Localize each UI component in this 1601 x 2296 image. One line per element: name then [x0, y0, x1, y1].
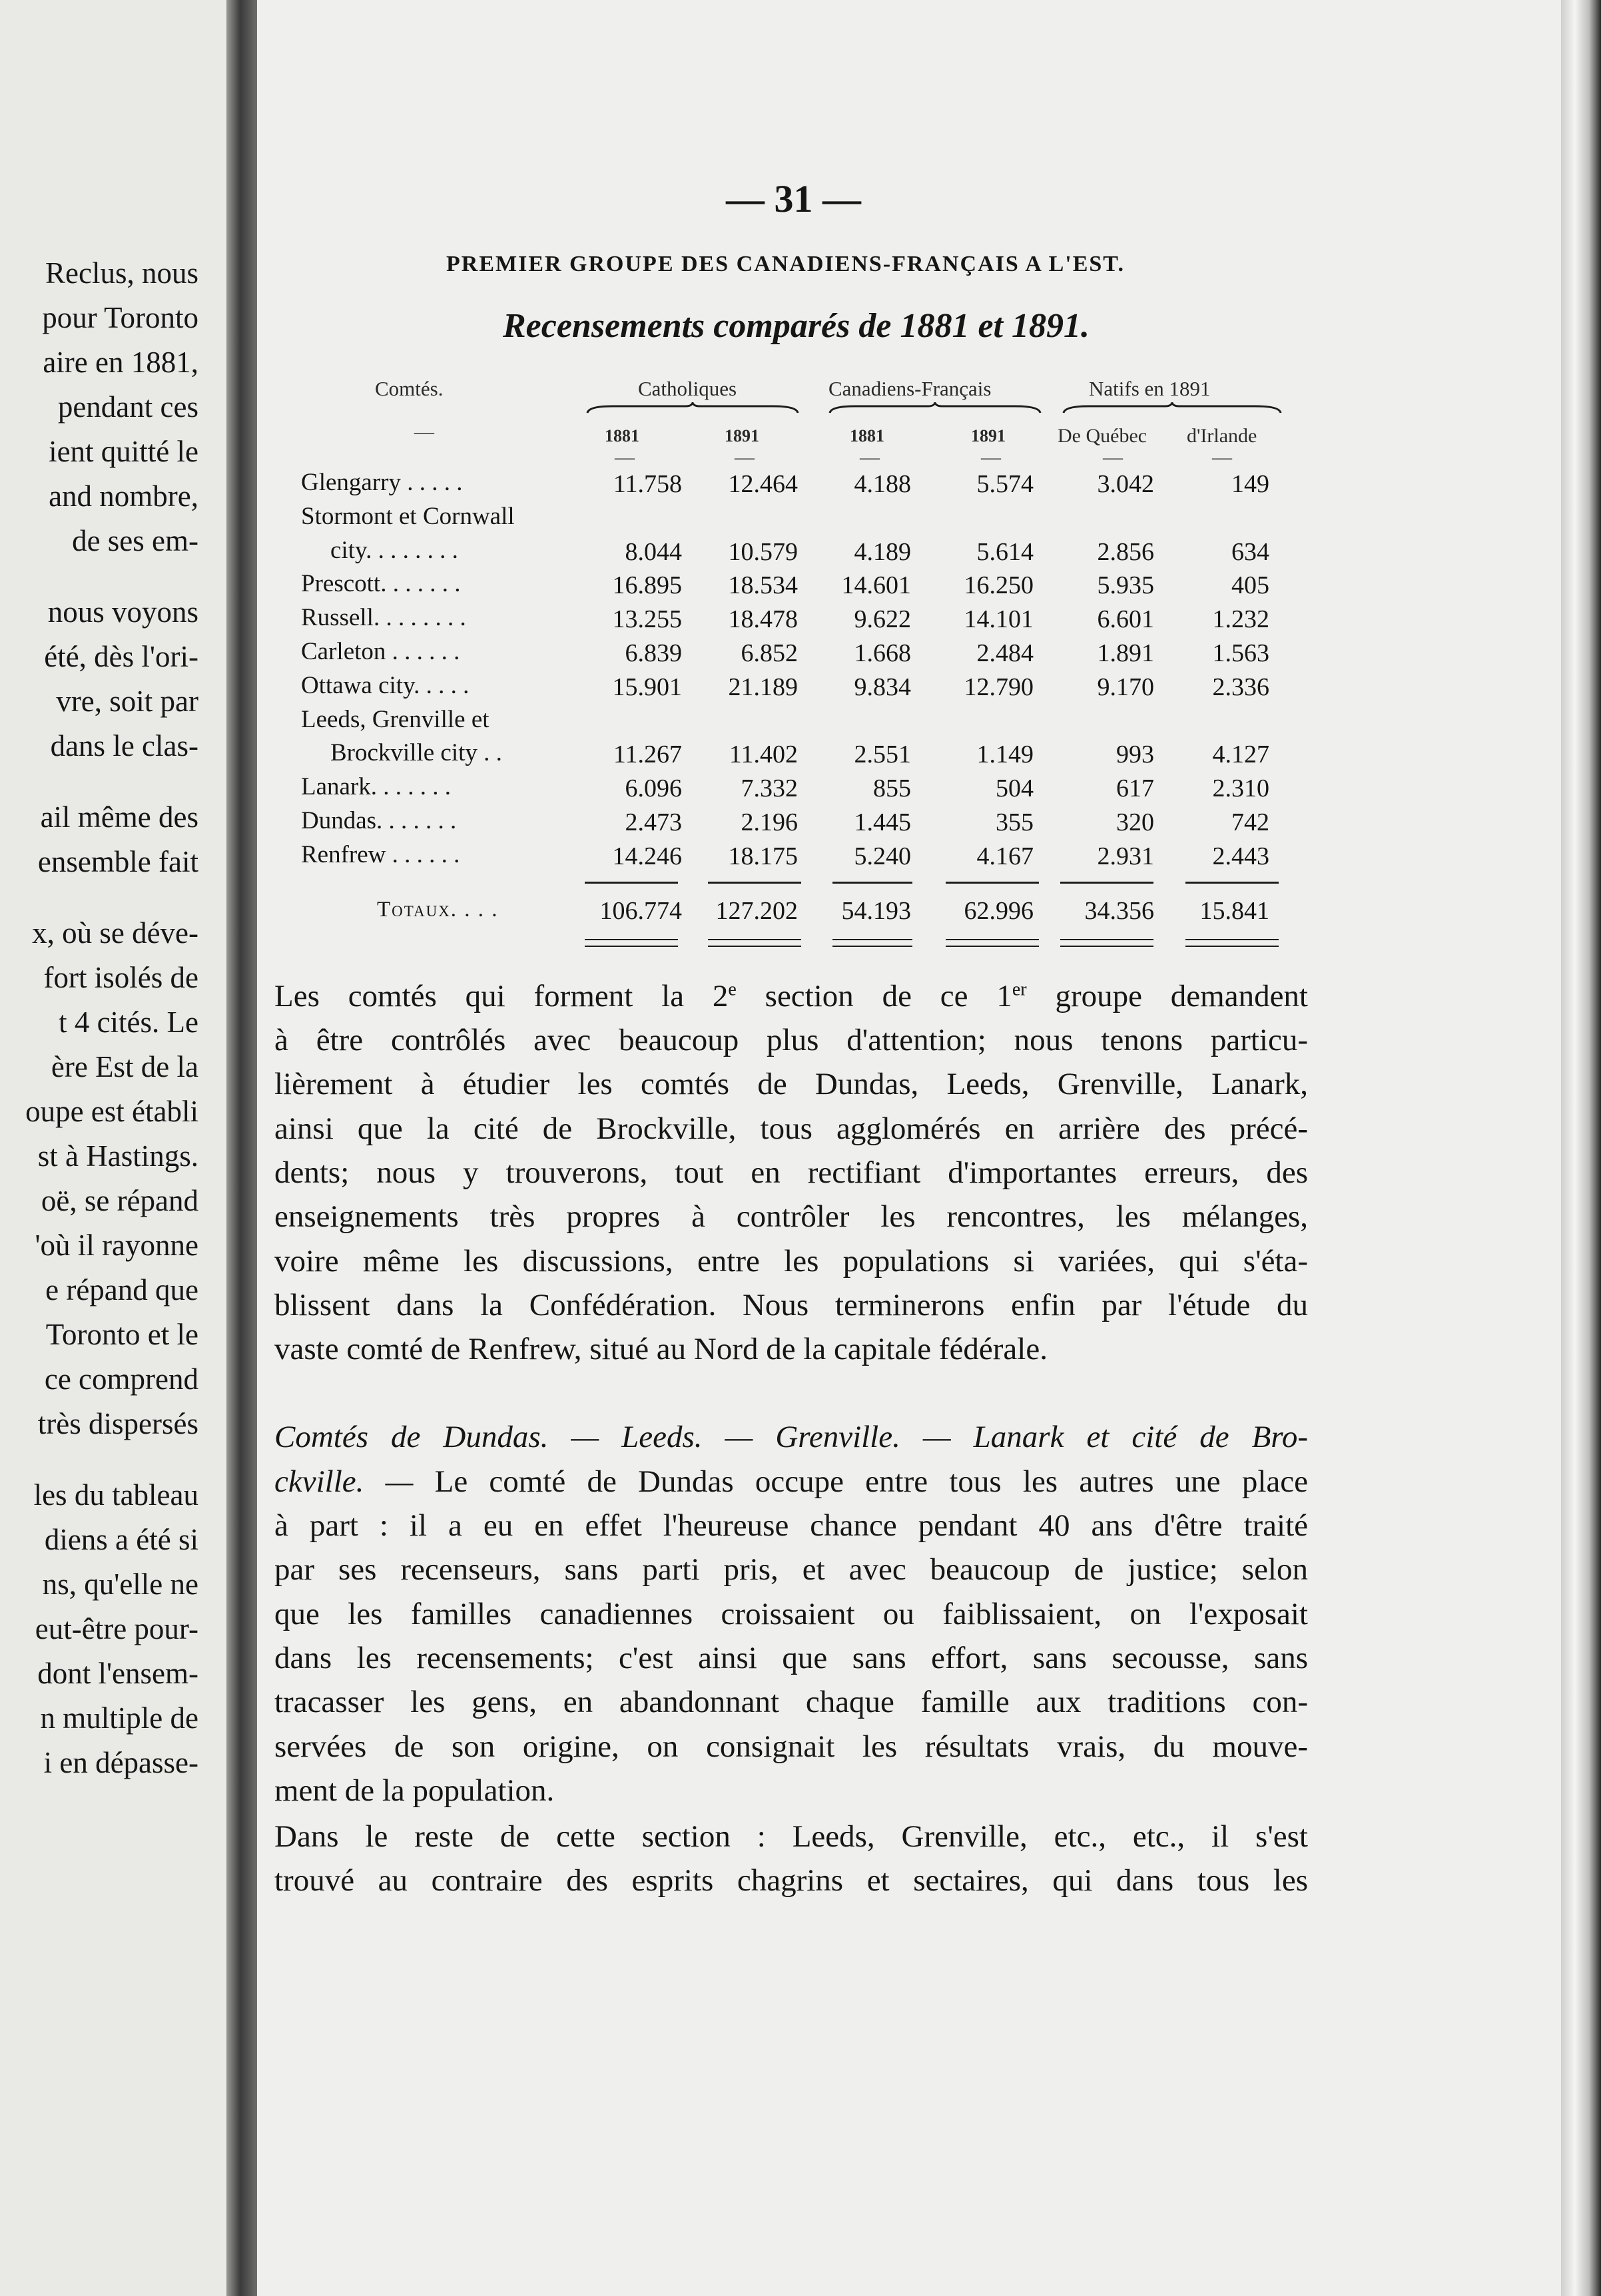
table-row-name: Russell. . . . . . . . — [301, 604, 466, 632]
section-heading: PREMIER GROUPE DES CANADIENS-FRANÇAIS A L'EST. — [446, 252, 1125, 276]
facing-page-line: e répand que — [45, 1273, 198, 1306]
table-cell: 5.574 — [976, 470, 1034, 498]
totals-cell: 15.841 — [1199, 897, 1269, 925]
table-cell: 2.443 — [1212, 842, 1269, 870]
table-cell: 1.891 — [1097, 639, 1154, 667]
facing-page-line: diens a été si — [44, 1523, 198, 1556]
table-cell: 9.834 — [854, 673, 911, 701]
table-cell: 7.332 — [741, 774, 798, 803]
table-cell: 1.149 — [976, 740, 1034, 769]
table-cell: 12.464 — [728, 470, 798, 498]
facing-page-line: ère Est de la — [51, 1050, 198, 1083]
rule — [708, 882, 801, 884]
rule — [708, 946, 801, 947]
dash: — — [981, 446, 1001, 468]
table-row-name: Stormont et Cornwall — [301, 502, 515, 530]
table-cell: 6.601 — [1097, 605, 1154, 634]
dash: — — [735, 446, 755, 468]
table-row-name: Lanark. . . . . . . — [301, 773, 452, 801]
page-number: — 31 — — [726, 177, 861, 220]
table-cell: 11.758 — [613, 470, 682, 498]
table-row-name: Ottawa city. . . . . — [301, 671, 470, 699]
facing-page-line: pour Toronto — [42, 301, 198, 334]
table-cell: 742 — [1231, 808, 1269, 836]
rule — [946, 882, 1039, 884]
facing-page-line: oë, se répand — [41, 1184, 198, 1217]
facing-page-line: ns, qu'elle ne — [42, 1568, 198, 1601]
table-cell: 8.044 — [625, 537, 682, 566]
table-cell: 4.127 — [1212, 740, 1269, 769]
rule — [1185, 939, 1279, 940]
rule — [1060, 882, 1153, 884]
facing-page-line: ient quitté le — [49, 435, 198, 468]
facing-page-line: oupe est établi — [25, 1095, 198, 1128]
table-cell: 2.931 — [1097, 842, 1154, 870]
rule — [585, 882, 678, 884]
table-cell: 1.445 — [854, 808, 911, 836]
table-row-name: Renfrew . . . . . . — [301, 840, 460, 868]
table-cell: 4.188 — [854, 470, 911, 498]
table-row-name: Prescott. . . . . . . — [301, 570, 461, 598]
table-cell: 504 — [996, 774, 1034, 803]
table-cell: 18.534 — [728, 571, 798, 600]
paragraph-line: à part : il a eu en effet l'heureuse chance pendant 40 ans d'être traité — [274, 1508, 1308, 1543]
rule — [585, 939, 678, 940]
facing-page-line: x, où se déve- — [32, 916, 198, 950]
paragraph-line: ckville. — Le comté de Dundas occupe entre tous les autres une place — [274, 1464, 1308, 1499]
table-cell: 1.668 — [854, 639, 911, 667]
subheader-de-quebec: De Québec — [1058, 425, 1147, 447]
facing-page-line: Toronto et le — [45, 1318, 198, 1351]
table-cell: 11.402 — [729, 740, 798, 769]
paragraph-line: dans les recensements; c'est ainsi que sans effort, sans secousse, sans — [274, 1640, 1308, 1675]
paragraph-line: ainsi que la cité de Brockville, tous agglomérés en arrière des précé- — [274, 1111, 1308, 1146]
facing-page-line: ail même des — [40, 800, 198, 834]
table-cell: 13.255 — [612, 605, 682, 634]
facing-page-line: nous voyons — [47, 595, 198, 629]
table-cell: 634 — [1231, 537, 1269, 566]
table-cell: 2.551 — [854, 740, 911, 769]
facing-page-line: les du tableau — [33, 1478, 198, 1512]
table-cell: 617 — [1116, 774, 1154, 803]
facing-page — [0, 0, 226, 2296]
table-cell: 149 — [1231, 470, 1269, 498]
subheader-d-irlande: d'Irlande — [1187, 425, 1257, 447]
rule — [946, 946, 1039, 947]
rule — [832, 882, 912, 884]
table-cell: 15.901 — [612, 673, 682, 701]
rule — [832, 946, 912, 947]
group-canadiens-francais: Canadiens-Français — [828, 377, 992, 400]
facing-page-line: n multiple de — [40, 1701, 198, 1735]
paragraph-line: tracasser les gens, en abandonnant chaque famille aux traditions con- — [274, 1685, 1308, 1720]
table-cell: 6.852 — [741, 639, 798, 667]
table-cell: 2.473 — [625, 808, 682, 836]
paragraph-line: trouvé au contraire des esprits chagrins et sectaires, qui dans tous les — [274, 1863, 1308, 1898]
facing-page-line: aire en 1881, — [43, 346, 198, 379]
dash: — — [615, 446, 635, 468]
table-cell: 2.196 — [741, 808, 798, 836]
totals-cell: 106.774 — [599, 897, 682, 925]
table-cell: 11.267 — [613, 740, 682, 769]
paragraph-line: lièrement à étudier les comtés de Dundas, Leeds, Grenville, Lanark, — [274, 1067, 1308, 1102]
table-cell: 993 — [1116, 740, 1154, 769]
table-cell: 4.189 — [854, 537, 911, 566]
table-cell: 18.478 — [728, 605, 798, 634]
table-cell: 6.839 — [625, 639, 682, 667]
table-cell: 6.096 — [625, 774, 682, 803]
paragraph-line: vaste comté de Renfrew, situé au Nord de la capitale fédérale. — [274, 1332, 1048, 1367]
paragraph-line: servées de son origine, on consignait les résultats vrais, du mouve- — [274, 1729, 1308, 1764]
table-cell: 2.336 — [1212, 673, 1269, 701]
facing-page-line: and nombre, — [49, 479, 198, 513]
facing-page-line: 'où il rayonne — [35, 1229, 198, 1262]
table-cell: 9.170 — [1097, 673, 1154, 701]
paragraph-line: Dans le reste de cette section : Leeds, Grenville, etc., etc., il s'est — [274, 1819, 1308, 1854]
table-cell: 1.563 — [1212, 639, 1269, 667]
paragraph-line: voire même les discussions, entre les populations si variées, qui s'éta- — [274, 1243, 1308, 1279]
paragraph-line: par ses recenseurs, sans parti pris, et avec beaucoup de justice; selon — [274, 1552, 1308, 1587]
facing-page-line: dont l'ensem- — [37, 1657, 198, 1690]
section-subheading: Comtés de Dundas. — Leeds. — Grenville. — Lanark et cité de Bro- — [274, 1420, 1308, 1454]
brace-natifs — [1062, 402, 1282, 414]
table-cell: 10.579 — [728, 537, 798, 566]
dash: — — [1212, 446, 1232, 468]
group-catholiques: Catholiques — [638, 377, 737, 400]
rule — [1060, 946, 1153, 947]
facing-page-line: fort isolés de — [43, 961, 198, 994]
table-cell: 855 — [873, 774, 911, 803]
table-row-name: Glengarry . . . . . — [301, 469, 463, 496]
header-comtes: Comtés. — [375, 377, 444, 400]
totals-cell: 62.996 — [964, 897, 1034, 925]
facing-page-line: dans le clas- — [50, 729, 198, 762]
paragraph-line: à être contrôlés avec beaucoup plus d'attention; nous tenons particu- — [274, 1023, 1308, 1057]
table-cell: 320 — [1116, 808, 1154, 836]
table-cell: 16.250 — [964, 571, 1034, 600]
facing-page-line: t 4 cités. Le — [59, 1005, 198, 1039]
table-row-name: Brockville city . . — [330, 739, 502, 767]
subheader-can-1891: 1891 — [971, 426, 1006, 445]
table-row-name: city. . . . . . . . — [330, 536, 458, 564]
table-cell: 4.167 — [976, 842, 1034, 870]
totals-cell: 127.202 — [715, 897, 798, 925]
rule — [1185, 946, 1279, 947]
table-cell: 2.484 — [976, 639, 1034, 667]
header-comtes-dash: — — [414, 421, 434, 443]
facing-page-line: Reclus, nous — [45, 256, 198, 290]
paragraph-line: ment de la population. — [274, 1773, 555, 1808]
paragraph-line: que les familles canadiennes croissaient ou faiblissaient, on l'exposait — [274, 1596, 1308, 1631]
totals-cell: 54.193 — [841, 897, 911, 925]
rule — [832, 939, 912, 940]
rule — [1060, 939, 1153, 940]
table-cell: 18.175 — [728, 842, 798, 870]
table-cell: 5.614 — [976, 537, 1034, 566]
facing-page-line: été, dès l'ori- — [44, 640, 198, 673]
table-cell: 9.622 — [854, 605, 911, 634]
table-cell: 355 — [996, 808, 1034, 836]
rule — [1185, 882, 1279, 884]
totals-cell: 34.356 — [1084, 897, 1154, 925]
table-title: Recensements comparés de 1881 et 1891. — [503, 307, 1090, 345]
facing-page-line: vre, soit par — [56, 685, 198, 718]
table-cell: 1.232 — [1212, 605, 1269, 634]
table-row-name: Leeds, Grenville et — [301, 705, 489, 733]
totals-label: Totaux. . . . — [377, 898, 499, 922]
table-cell: 5.935 — [1097, 571, 1154, 600]
table-cell: 2.856 — [1097, 537, 1154, 566]
rule — [708, 939, 801, 940]
facing-page-line: très dispersés — [37, 1407, 198, 1440]
dash: — — [860, 446, 880, 468]
table-cell: 3.042 — [1097, 470, 1154, 498]
rule — [946, 939, 1039, 940]
paragraph-line: Les comtés qui forment la 2e section de ce 1er groupe demandent — [274, 979, 1308, 1013]
table-cell: 12.790 — [964, 673, 1034, 701]
group-natifs: Natifs en 1891 — [1089, 377, 1211, 400]
paragraph-line: dents; nous y trouverons, tout en rectifiant d'importantes erreurs, des — [274, 1155, 1308, 1190]
facing-page-line: de ses em- — [72, 524, 198, 557]
facing-page-line: pendant ces — [57, 390, 198, 424]
facing-page-line: ensemble fait — [37, 845, 198, 878]
table-cell: 14.101 — [964, 605, 1034, 634]
facing-page-line: i en dépasse- — [43, 1746, 198, 1779]
page-edge — [1561, 0, 1601, 2296]
book-gutter — [226, 0, 257, 2296]
dash: — — [1103, 446, 1123, 468]
table-cell: 14.601 — [841, 571, 911, 600]
table-row-name: Carleton . . . . . . — [301, 638, 460, 665]
paragraph-line: blissent dans la Confédération. Nous terminerons enfin par l'étude du — [274, 1287, 1308, 1322]
subheader-can-1881: 1881 — [850, 426, 884, 445]
brace-catholiques — [586, 402, 799, 414]
subheader-cath-1881: 1881 — [605, 426, 639, 445]
table-cell: 16.895 — [612, 571, 682, 600]
paragraph-line: enseignements très propres à contrôler les rencontres, les mélanges, — [274, 1199, 1308, 1235]
brace-canadiens — [828, 402, 1042, 414]
facing-page-line: eut-être pour- — [35, 1612, 198, 1645]
table-cell: 21.189 — [728, 673, 798, 701]
rule — [585, 946, 678, 947]
table-cell: 2.310 — [1212, 774, 1269, 803]
facing-page-line: st à Hastings. — [37, 1139, 198, 1173]
table-cell: 405 — [1231, 571, 1269, 600]
facing-page-line: ce comprend — [44, 1362, 198, 1396]
table-row-name: Dundas. . . . . . . — [301, 807, 457, 834]
table-cell: 14.246 — [612, 842, 682, 870]
table-cell: 5.240 — [854, 842, 911, 870]
subheader-cath-1891: 1891 — [725, 426, 759, 445]
